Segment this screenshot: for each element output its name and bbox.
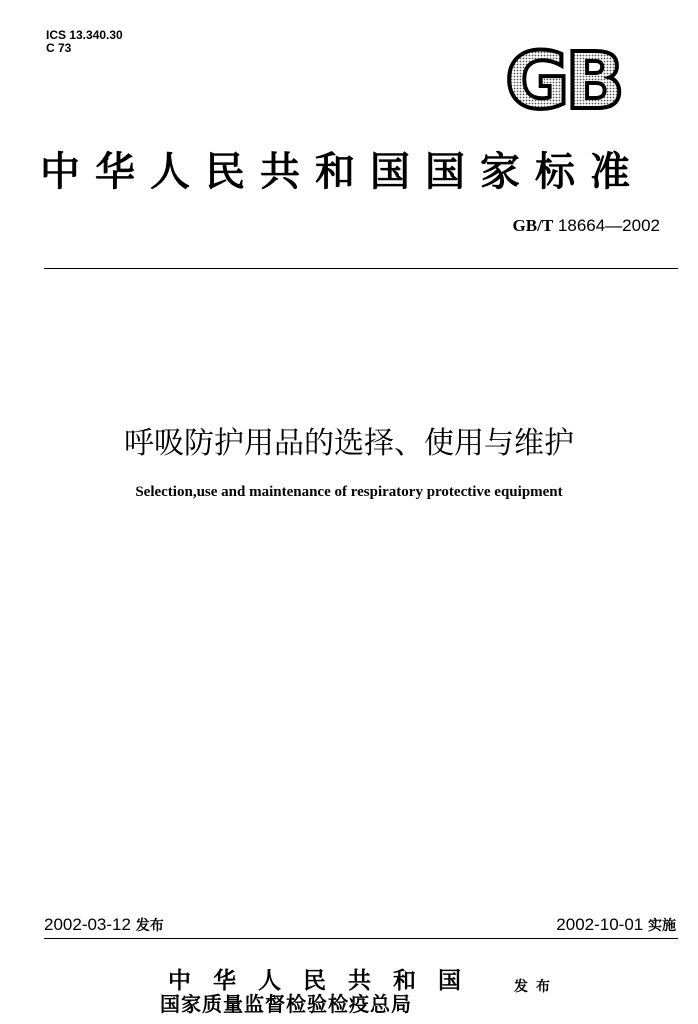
implement-date-value: 2002-10-01 <box>556 915 644 934</box>
publish-date <box>44 915 164 935</box>
classification-codes <box>46 29 123 55</box>
standard-number <box>513 216 660 236</box>
issuer-line-1: 中华人民共和国 <box>168 967 483 994</box>
gb-logo <box>492 42 634 116</box>
issuer-line-2: 国家质量监督检验检疫总局 <box>160 992 412 1016</box>
document-title-en: Selection,use and maintenance of respiratory protective equipment <box>135 484 563 500</box>
implement-date <box>556 915 676 935</box>
issuer-action: 发布 <box>514 979 558 995</box>
standard-prefix: GB/T <box>512 216 554 235</box>
standard-code: 18664—2002 <box>557 216 660 235</box>
implement-date-label: 实施 <box>648 918 676 934</box>
gb-logo-text: GB <box>505 42 621 116</box>
document-title-cn: 呼吸防护用品的选择、使用与维护 <box>124 426 574 461</box>
header-divider <box>44 268 678 269</box>
ics-code: ICS 13.340.30 <box>46 28 123 42</box>
footer-divider <box>44 938 678 939</box>
publish-date-value: 2002-03-12 <box>44 915 131 934</box>
ccs-code: C 73 <box>46 41 72 55</box>
publish-date-label: 发布 <box>135 918 164 934</box>
national-standard-title: 中华人民共和国国家标准 <box>40 148 645 195</box>
